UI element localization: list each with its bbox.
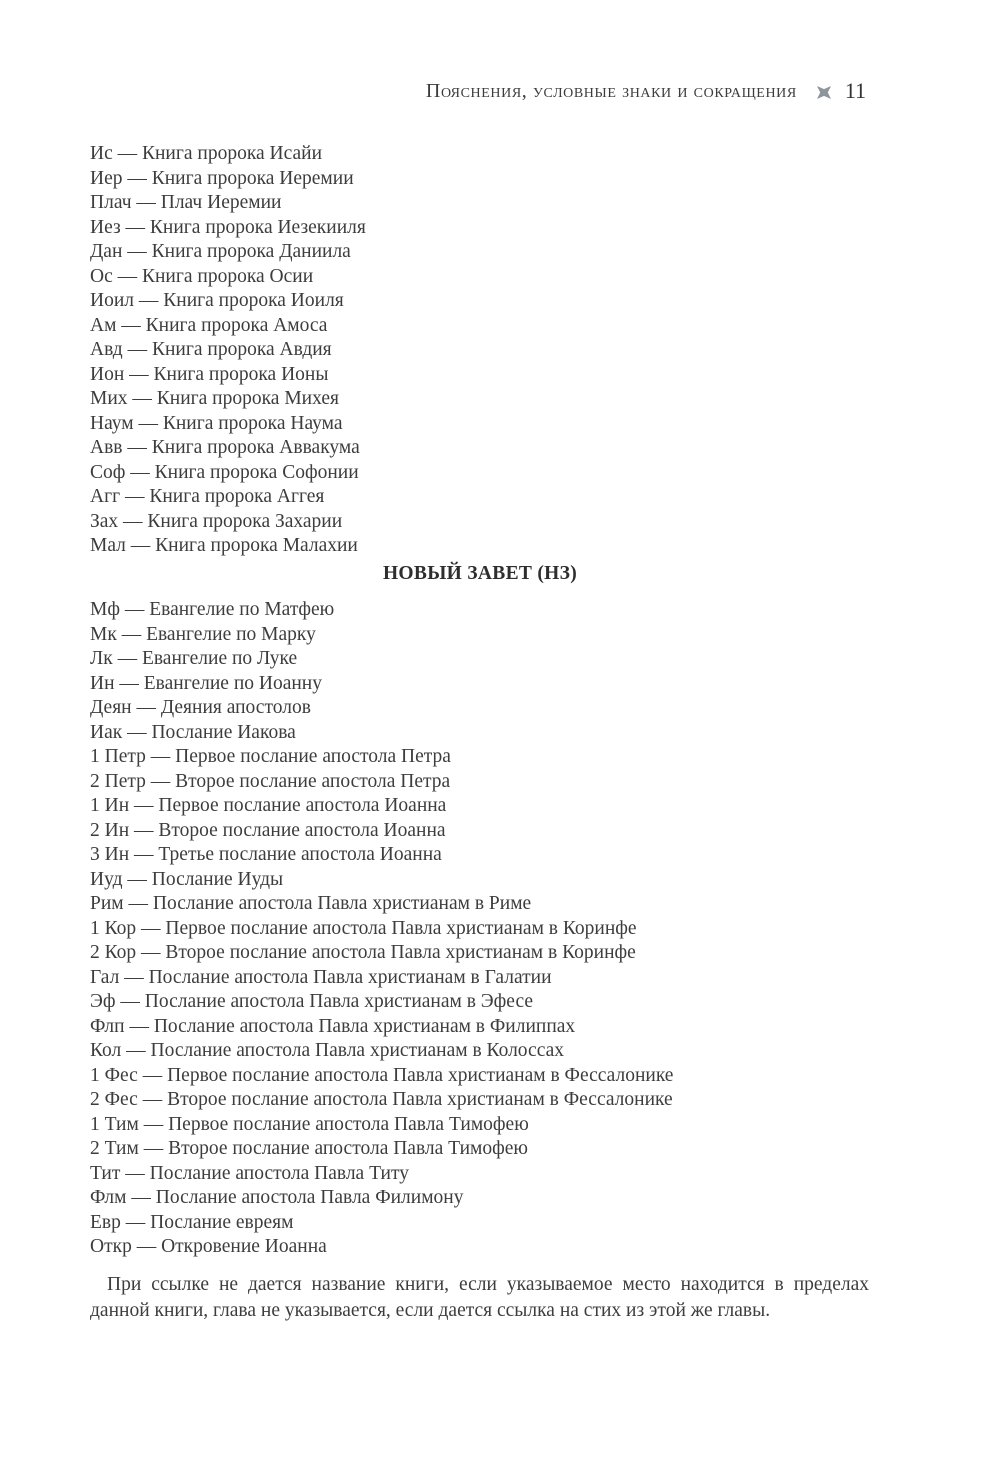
running-header-title: Пояснения, условные знаки и сокращения: [425, 79, 797, 102]
abbreviation-entry: Лк — Евангелие по Луке: [90, 648, 298, 669]
abbreviation-entry: Кол — Послание апостола Павла христианам в Колоссах: [90, 1040, 564, 1061]
abbreviation-entry: Иуд — Послание Иуды: [90, 868, 284, 890]
abbreviation-entry: Ис — Книга пророка Исайи: [90, 143, 323, 164]
abbreviation-entry: Авд — Книга пророка Авдия: [90, 339, 332, 360]
abbreviation-entry: Откр — Откровение Иоанна: [90, 1236, 327, 1257]
abbreviation-entry: 2 Фес — Второе послание апостола Павла христианам в Фессалонике: [90, 1089, 673, 1110]
abbreviation-entry: Мал — Книга пророка Малахии: [90, 535, 358, 556]
abbreviation-entry: Мк — Евангелие по Марку: [90, 623, 316, 645]
abbreviation-entry: 2 Ин — Второе послание апостола Иоанна: [90, 819, 446, 841]
usage-note-paragraph: При ссылке не дается название книги, если указываемое место находится в пределах данной книги, глава не указывается, если дается ссылка на стих из этой же главы.: [90, 1274, 869, 1321]
abbreviation-entry: Иоил — Книга пророка Иоиля: [90, 290, 344, 311]
abbreviation-entry: Плач — Плач Иеремии: [90, 192, 282, 213]
abbreviation-entry: 3 Ин — Третье послание апостола Иоанна: [90, 844, 442, 865]
abbreviation-entry: 1 Петр — Первое послание апостола Петра: [90, 746, 451, 767]
new-testament-heading: НОВЫЙ ЗАВЕТ (НЗ): [382, 563, 578, 584]
abbreviation-entry: Иак — Послание Иакова: [90, 721, 296, 743]
abbreviation-entry: 1 Кор — Первое послание апостола Павла христианам в Коринфе: [90, 917, 637, 939]
abbreviation-entry: Эф — Послание апостола Павла христианам в Эфесе: [90, 991, 533, 1012]
abbreviation-entry: 1 Тим — Первое послание апостола Павла Тимофею: [90, 1113, 529, 1135]
abbreviation-entry: 2 Петр — Второе послание апостола Петра: [90, 770, 451, 792]
abbreviation-entry: Наум — Книга пророка Наума: [90, 412, 343, 434]
abbreviation-entry: Гал — Послание апостола Павла христианам в Галатии: [90, 966, 552, 988]
abbreviation-entry: Ос — Книга пророка Осии: [90, 265, 314, 287]
abbreviation-entry: Ин — Евангелие по Иоанну: [90, 672, 322, 694]
page-number: 11: [844, 78, 866, 103]
abbreviation-entry: Тит — Послание апостола Павла Титу: [90, 1162, 409, 1184]
abbreviation-entry: Зах — Книга пророка Захарии: [90, 510, 343, 532]
running-header: [426, 78, 866, 104]
abbreviation-entry: Флп — Послание апостола Павла христианам в Филиппах: [90, 1015, 576, 1037]
new-testament-abbreviation-list: [90, 598, 880, 1260]
abbreviation-entry: 1 Ин — Первое послание апостола Иоанна: [90, 795, 447, 816]
ornament-icon: [817, 86, 831, 99]
abbreviation-entry: 1 Фес — Первое послание апостола Павла христианам в Фессалонике: [90, 1064, 674, 1086]
abbreviation-entry: Флм — Послание апостола Павла Филимону: [90, 1187, 464, 1208]
abbreviation-entry: 2 Кор — Второе послание апостола Павла христианам в Коринфе: [90, 942, 636, 963]
abbreviation-entry: Деян — Деяния апостолов: [90, 697, 311, 718]
abbreviation-entry: Агг — Книга пророка Аггея: [90, 486, 325, 507]
abbreviation-entry: Ам — Книга пророка Амоса: [90, 314, 328, 336]
old-testament-abbreviation-list: [90, 142, 880, 559]
abbreviation-entry: Иер — Книга пророка Иеремии: [90, 167, 354, 189]
abbreviation-entry: Мф — Евангелие по Матфею: [90, 599, 335, 620]
abbreviation-entry: Соф — Книга пророка Софонии: [90, 461, 359, 483]
abbreviation-entry: Евр — Послание евреям: [90, 1211, 294, 1233]
abbreviation-entry: Ион — Книга пророка Ионы: [90, 363, 329, 385]
abbreviation-entry: 2 Тим — Второе послание апостола Павла Тимофею: [90, 1138, 528, 1159]
abbreviation-entry: Иез — Книга пророка Иезекииля: [90, 216, 366, 238]
abbreviation-entry: Дан — Книга пророка Даниила: [90, 241, 351, 262]
abbreviation-entry: Авв — Книга пророка Аввакума: [90, 437, 360, 458]
abbreviation-entry: Рим — Послание апостола Павла христианам в Риме: [90, 893, 532, 914]
abbreviation-entry: Мих — Книга пророка Михея: [90, 388, 339, 409]
